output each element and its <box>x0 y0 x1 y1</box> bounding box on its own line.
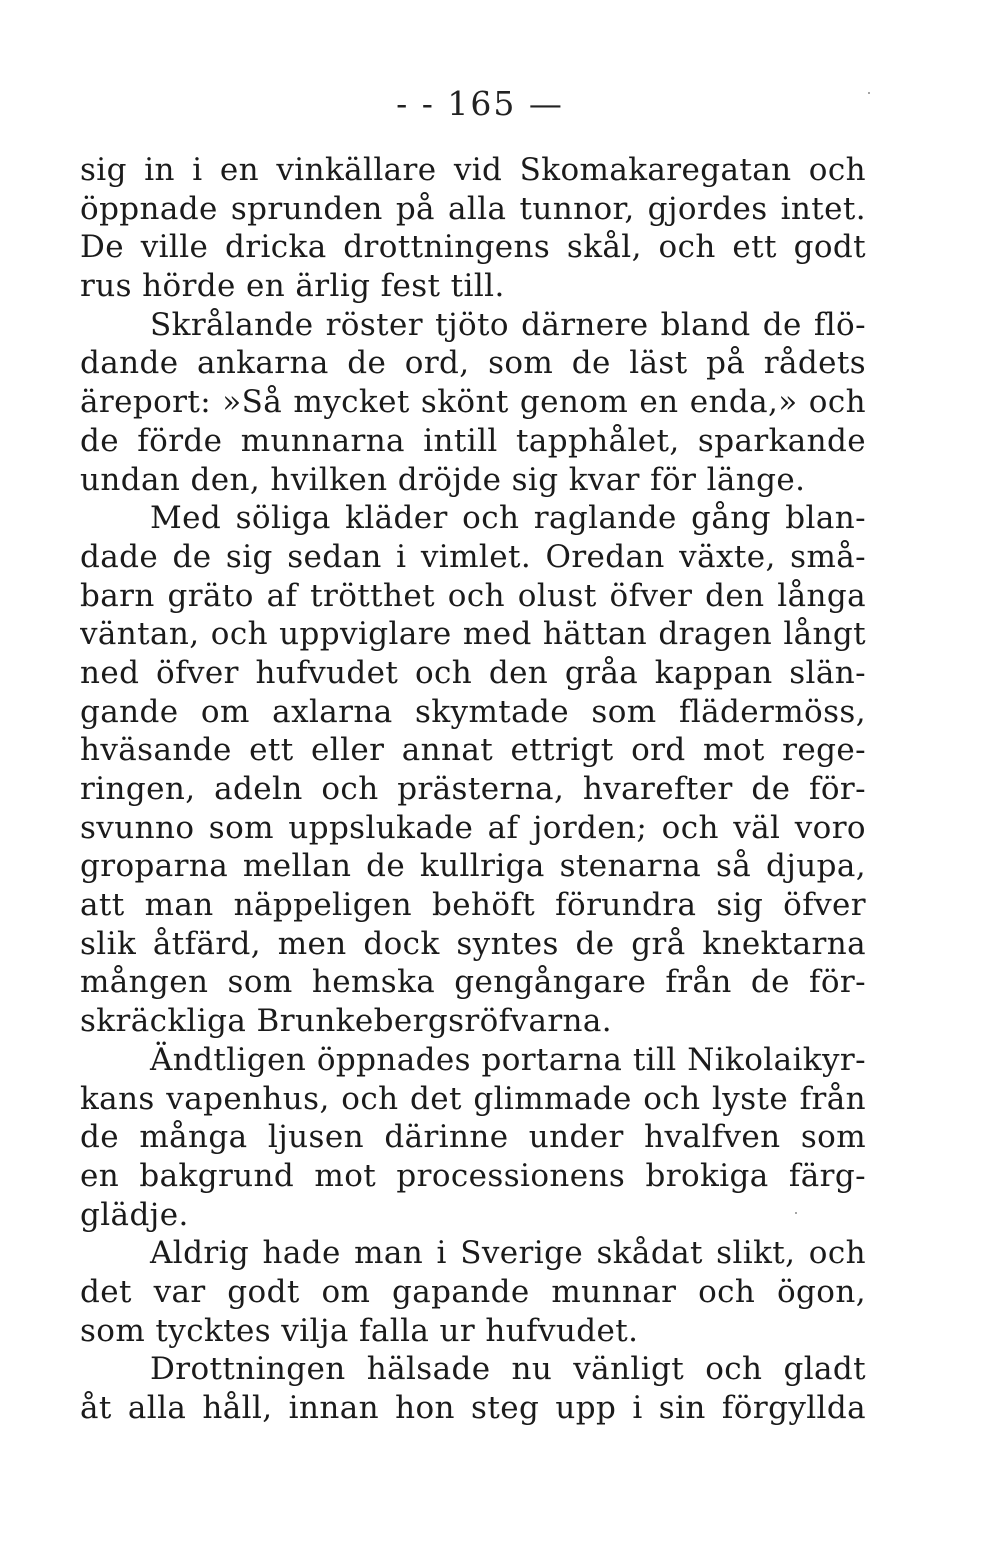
text-line: kans vapenhus, och det glimmade och lyste från <box>80 1080 866 1117</box>
text-line: Drottningen hälsade nu vänligt och gladt <box>150 1351 866 1388</box>
text-line: att man näppeligen behöft förundra sig öfver <box>80 887 866 924</box>
text-line: groparna mellan de kullriga stenarna så djupa, <box>80 848 866 885</box>
text-line: gande om axlarna skymtade som flädermöss, <box>80 693 866 730</box>
text-line: ringen, adeln och prästerna, hvarefter de för- <box>80 771 866 807</box>
text-line: öppnade sprunden på alla tunnor, gjordes intet. <box>80 190 866 227</box>
text-line: hväsande ett eller annat ettrigt ord mot rege- <box>80 732 866 769</box>
text-line: äreport: »Så mycket skönt genom en enda,» och <box>80 384 866 421</box>
text-line: sig in i en vinkällare vid Skomakaregatan och <box>80 152 866 188</box>
text-line: svunno som uppslukade af jorden; och väl voro <box>80 809 866 846</box>
text-line: det var godt om gapande munnar och ögon, <box>80 1273 866 1310</box>
text-line: barn gräto af trötthet och olust öfver den långa <box>80 577 866 614</box>
scan-speck <box>795 1212 797 1214</box>
text-line: De ville dricka drottningens skål, och ett godt <box>80 229 866 266</box>
text-line: Skrålande röster tjöto därnere bland de flö- <box>150 306 866 343</box>
text-line: ned öfver hufvudet och den gråa kappan slän- <box>80 654 866 691</box>
scan-speck <box>868 92 870 94</box>
body-text <box>80 151 866 1428</box>
text-line: Med söliga kläder och raglande gång blan- <box>150 500 866 537</box>
text-line: dande ankarna de ord, som de läst på rådets <box>80 345 866 382</box>
text-line: dade de sig sedan i vimlet. Oredan växte, små- <box>80 538 866 575</box>
text-line: väntan, och uppviglare med hättan dragen långt <box>80 616 866 653</box>
text-line: de många ljusen därinne under hvalfven som <box>80 1119 866 1156</box>
text-line: glädje. <box>80 1196 189 1233</box>
text-line: de förde munnarna intill tapphålet, sparkande <box>80 422 866 459</box>
text-line: skräckliga Brunkebergsröfvarna. <box>80 1003 613 1040</box>
text-line: undan den, hvilken dröjde sig kvar för länge. <box>80 461 806 498</box>
text-line: mången som hemska gengångare från de för- <box>80 964 866 1001</box>
text-line: Aldrig hade man i Sverige skådat slikt, och <box>150 1235 866 1272</box>
page-number: - - 165 — <box>396 84 564 123</box>
text-line: en bakgrund mot processionens brokiga färg- <box>80 1157 866 1194</box>
text-line: åt alla håll, innan hon steg upp i sin förgyllda <box>80 1390 866 1426</box>
text-line: Ändtligen öppnades portarna till Nikolaikyr- <box>150 1041 866 1078</box>
text-line: som tycktes vilja falla ur hufvudet. <box>80 1312 639 1349</box>
text-line: rus hörde en ärlig fest till. <box>80 268 505 305</box>
text-line: slik åtfärd, men dock syntes de grå knektarna <box>80 925 866 962</box>
